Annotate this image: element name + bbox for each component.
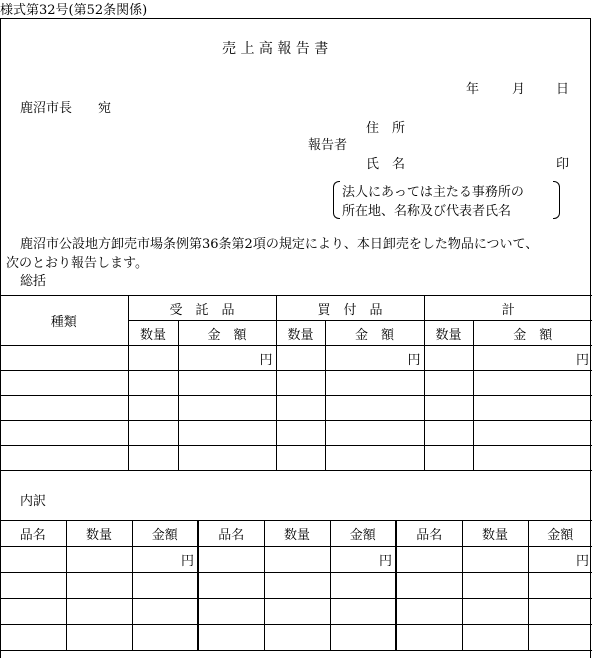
table-row — [0, 547, 592, 573]
detail-cell[interactable] — [330, 573, 396, 599]
form-number: 様式第32号(第52条関係) — [0, 3, 148, 18]
summary-sub-qty: 数量 — [424, 321, 473, 346]
detail-col-item: 品名 — [198, 521, 264, 547]
summary-cell[interactable] — [424, 446, 473, 471]
detail-cell[interactable] — [396, 547, 462, 573]
body-text-line-2: 次のとおり報告します。 — [6, 256, 148, 271]
summary-cell[interactable] — [473, 396, 592, 421]
body-text-line-1: 鹿沼市公設地方卸売市場条例第36条第2項の規定により、本日卸売をした物品について、 — [20, 237, 539, 252]
detail-cell[interactable] — [264, 599, 330, 625]
summary-cell[interactable] — [276, 371, 325, 396]
detail-cell[interactable] — [264, 573, 330, 599]
yen-unit: 円 — [325, 346, 424, 371]
detail-cell[interactable] — [462, 625, 528, 651]
detail-cell[interactable] — [0, 625, 66, 651]
reporter-label: 報告者 — [308, 138, 348, 153]
detail-cell[interactable] — [66, 599, 132, 625]
summary-cell[interactable] — [325, 446, 424, 471]
summary-cell[interactable] — [424, 346, 473, 371]
summary-cell[interactable] — [0, 446, 128, 471]
detail-cell[interactable] — [198, 573, 264, 599]
summary-cell[interactable] — [178, 371, 276, 396]
note-bracket-left — [333, 181, 340, 219]
summary-cell[interactable] — [178, 396, 276, 421]
summary-cell[interactable] — [325, 421, 424, 446]
detail-cell[interactable] — [198, 625, 264, 651]
summary-group-consigned: 受 託 品 — [128, 296, 276, 321]
detail-cell[interactable] — [330, 625, 396, 651]
detail-cell[interactable] — [132, 625, 198, 651]
detail-col-amount: 金額 — [330, 521, 396, 547]
summary-cell[interactable] — [473, 371, 592, 396]
detail-cell[interactable] — [66, 573, 132, 599]
detail-col-amount: 金額 — [528, 521, 592, 547]
detail-col-item: 品名 — [396, 521, 462, 547]
summary-cell[interactable] — [424, 396, 473, 421]
addressee: 鹿沼市長 宛 — [20, 101, 112, 116]
summary-cell[interactable] — [473, 446, 592, 471]
detail-cell[interactable] — [330, 599, 396, 625]
summary-group-total: 計 — [424, 296, 592, 321]
name-label: 氏 名 — [366, 157, 406, 172]
table-row — [0, 446, 592, 471]
table-row — [0, 625, 592, 651]
summary-cell[interactable] — [128, 396, 178, 421]
table-row — [0, 573, 592, 599]
yen-unit: 円 — [132, 547, 198, 573]
summary-group-purchased: 買 付 品 — [276, 296, 424, 321]
summary-cell[interactable] — [276, 346, 325, 371]
table-row — [0, 421, 592, 446]
summary-sub-qty: 数量 — [128, 321, 178, 346]
detail-cell[interactable] — [198, 547, 264, 573]
summary-cell[interactable] — [276, 446, 325, 471]
date-day: 日 — [556, 82, 570, 97]
table-row — [0, 346, 592, 371]
detail-cell[interactable] — [528, 625, 592, 651]
detail-cell[interactable] — [0, 599, 66, 625]
summary-col-kind: 種類 — [0, 296, 128, 346]
detail-cell[interactable] — [264, 547, 330, 573]
detail-cell[interactable] — [528, 573, 592, 599]
note-bracket-right — [553, 181, 560, 219]
detail-cell[interactable] — [66, 625, 132, 651]
summary-sub-amount: 金 額 — [473, 321, 592, 346]
yen-unit: 円 — [330, 547, 396, 573]
summary-table — [0, 295, 592, 471]
summary-cell[interactable] — [128, 421, 178, 446]
detail-col-qty: 数量 — [264, 521, 330, 547]
date-month: 月 — [512, 82, 526, 97]
summary-cell[interactable] — [0, 371, 128, 396]
form-title: 売 上 高 報 告 書 — [222, 41, 329, 57]
note-line-1: 法人にあっては主たる事務所の — [342, 185, 524, 200]
yen-unit: 円 — [473, 346, 592, 371]
summary-cell[interactable] — [325, 396, 424, 421]
table-row — [0, 599, 592, 625]
summary-cell[interactable] — [178, 421, 276, 446]
note-line-2: 所在地、名称及び代表者氏名 — [342, 204, 512, 219]
summary-sub-amount: 金 額 — [325, 321, 424, 346]
summary-cell[interactable] — [276, 396, 325, 421]
yen-unit: 円 — [528, 547, 592, 573]
detail-cell[interactable] — [462, 599, 528, 625]
date-year: 年 — [466, 82, 480, 97]
summary-cell[interactable] — [424, 421, 473, 446]
detail-cell[interactable] — [462, 547, 528, 573]
detail-cell[interactable] — [528, 599, 592, 625]
summary-cell[interactable] — [0, 396, 128, 421]
detail-col-amount: 金額 — [132, 521, 198, 547]
detail-heading: 内訳 — [20, 494, 47, 509]
summary-cell[interactable] — [325, 371, 424, 396]
detail-cell[interactable] — [0, 573, 66, 599]
detail-col-qty: 数量 — [66, 521, 132, 547]
summary-cell[interactable] — [424, 371, 473, 396]
detail-cell[interactable] — [198, 599, 264, 625]
summary-cell[interactable] — [0, 421, 128, 446]
detail-cell[interactable] — [396, 625, 462, 651]
detail-cell[interactable] — [0, 547, 66, 573]
seal-mark: 印 — [556, 157, 570, 172]
detail-cell[interactable] — [264, 625, 330, 651]
summary-cell[interactable] — [178, 446, 276, 471]
detail-cell[interactable] — [66, 547, 132, 573]
summary-heading: 総括 — [20, 274, 47, 289]
summary-sub-qty: 数量 — [276, 321, 325, 346]
summary-cell[interactable] — [128, 446, 178, 471]
summary-cell[interactable] — [128, 346, 178, 371]
detail-col-item: 品名 — [0, 521, 66, 547]
address-label: 住 所 — [366, 121, 406, 136]
table-row — [0, 371, 592, 396]
detail-cell[interactable] — [462, 573, 528, 599]
summary-cell[interactable] — [276, 421, 325, 446]
detail-table — [0, 520, 592, 651]
detail-cell[interactable] — [396, 599, 462, 625]
summary-cell[interactable] — [128, 371, 178, 396]
detail-col-qty: 数量 — [462, 521, 528, 547]
detail-cell[interactable] — [396, 573, 462, 599]
summary-sub-amount: 金 額 — [178, 321, 276, 346]
summary-cell[interactable] — [473, 421, 592, 446]
summary-cell[interactable] — [0, 346, 128, 371]
detail-cell[interactable] — [132, 599, 198, 625]
table-row — [0, 396, 592, 421]
yen-unit: 円 — [178, 346, 276, 371]
detail-cell[interactable] — [132, 573, 198, 599]
